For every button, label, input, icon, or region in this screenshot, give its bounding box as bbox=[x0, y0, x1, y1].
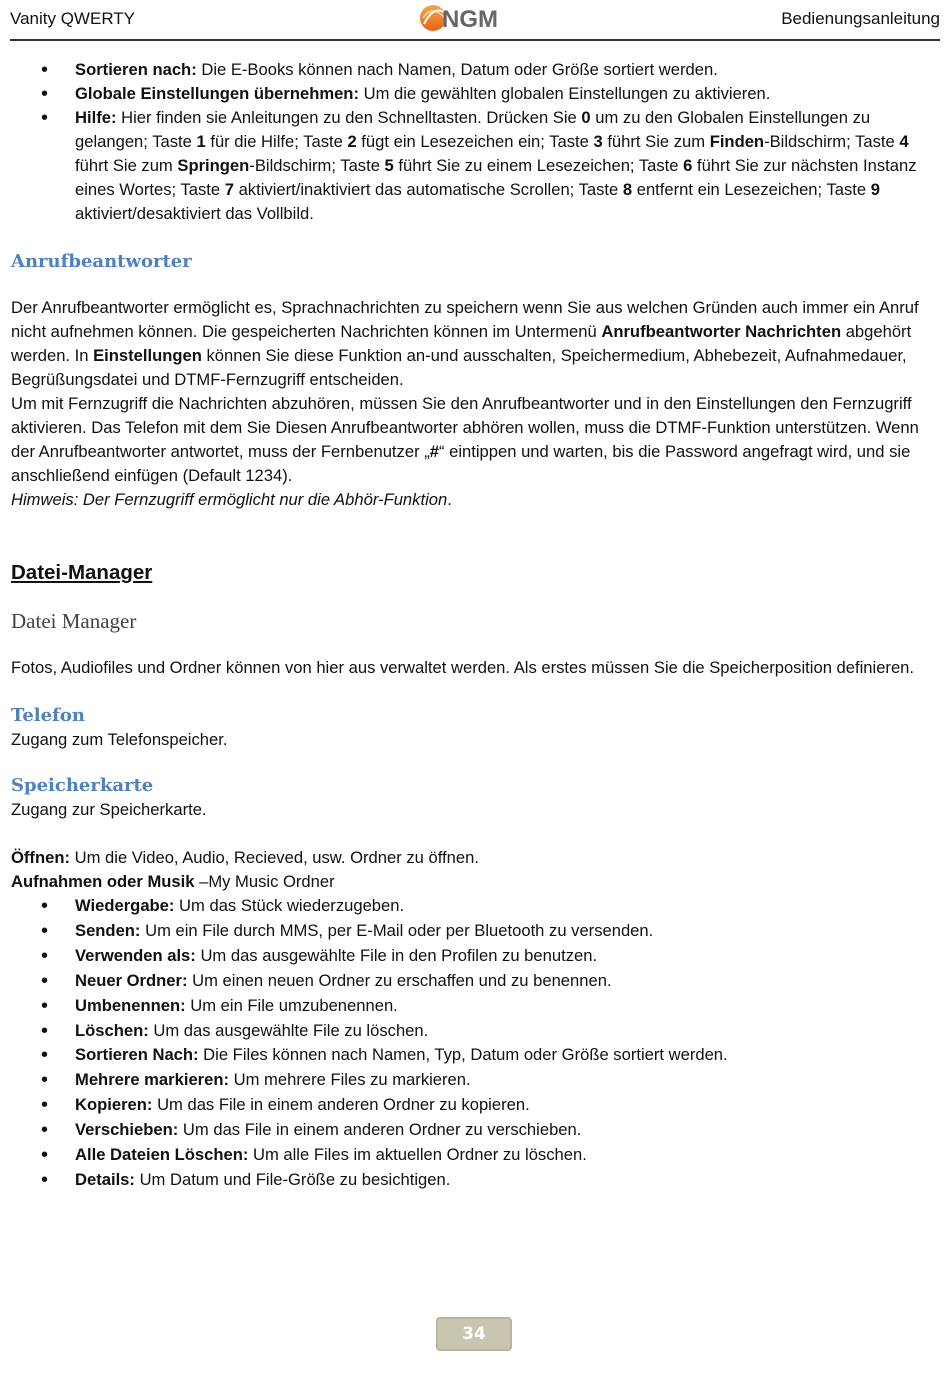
list-item: • Verschieben: Um das File in einem anderen Ordner zu verschieben. bbox=[11, 1118, 931, 1143]
header-doc-type: Bedienungsanleitung bbox=[781, 9, 940, 28]
speicherkarte-text: Zugang zur Speicherkarte. bbox=[11, 800, 207, 819]
svg-text:NGM: NGM bbox=[442, 6, 498, 33]
telefon-text: Zugang zum Telefonspeicher. bbox=[11, 730, 228, 749]
file-options-list bbox=[11, 894, 931, 1193]
heading-speicherkarte: Speicherkarte bbox=[11, 775, 154, 796]
header-product-name: Vanity QWERTY bbox=[10, 9, 136, 28]
page-number: 34 bbox=[462, 1324, 486, 1344]
section-heading-datei-manager: Datei-Manager bbox=[11, 561, 153, 584]
anruf-paragraph-1: Der Anrufbeantworter ermöglicht es, Sprachnachrichten zu speichern wenn Sie aus welchen Gründen auch immer ein Anruf nicht aufnehmen können. Die gespeicherten Nachrichten können im Untermenü Anrufbeantworter Nachrichten abgehört werden. In Einstellungen können Sie diese Funktion an-und ausschalten, Speichermedium, Abhebezeit, Aufnahmedauer, Begrüßungsdatei und DTMF-Fernzugriff entscheiden. bbox=[11, 298, 919, 389]
heading-telefon: Telefon bbox=[11, 705, 85, 726]
subheading-datei-manager: Datei Manager bbox=[11, 609, 137, 633]
page-content bbox=[11, 58, 931, 1193]
list-item: • Sortieren nach: Die E-Books können nach Namen, Datum oder Größe sortiert werden. bbox=[11, 58, 931, 82]
list-item: • Wiedergabe: Um das Stück wiederzugeben. bbox=[11, 894, 931, 919]
page-header bbox=[10, 0, 940, 41]
list-item: • Hilfe: Hier finden sie Anleitungen zu den Schnelltasten. Drücken Sie 0 um zu den Globalen Einstellungen zu gelangen; Taste 1 für die Hilfe; Taste 2 fügt ein Lesezeichen ein; Taste 3 führt Sie zum Finden-Bildschirm; Taste 4 führt Sie zum Springen-Bildschirm; Taste 5 führt Sie zu einem Lesezeichen; Taste 6 führt Sie zur nächsten Instanz eines Wortes; Taste 7 aktiviert/inaktiviert das automatische Scrollen; Taste 8 entfernt ein Lesezeichen; Taste 9 aktiviert/desaktiviert das Vollbild. bbox=[11, 106, 931, 226]
list-item: • Mehrere markieren: Um mehrere Files zu markieren. bbox=[11, 1068, 931, 1093]
ngm-logo bbox=[418, 2, 530, 34]
list-item: • Neuer Ordner: Um einen neuen Ordner zu erschaffen und zu benennen. bbox=[11, 969, 931, 994]
ebook-options-list bbox=[11, 58, 931, 226]
hilfe-text: Hier finden sie Anleitungen zu den Schnelltasten. Drücken Sie 0 um zu den Globalen Einstellungen zu gelangen; Taste 1 für die Hilfe; Taste 2 fügt ein Lesezeichen ein; Taste 3 führt Sie zum Finden-Bildschirm; Taste 4 führt Sie zum Springen-Bildschirm; Taste 5 führt Sie zu einem Lesezeichen; Taste 6 führt Sie zur nächsten Instanz eines Wortes; Taste 7 aktiviert/inaktiviert das automatische Scrollen; Taste 8 entfernt ein Lesezeichen; Taste 9 aktiviert/desaktiviert das Vollbild. bbox=[75, 108, 917, 223]
list-item: • Umbenennen: Um ein File umzubenennen. bbox=[11, 994, 931, 1019]
list-item: • Globale Einstellungen übernehmen: Um die gewählten globalen Einstellungen zu aktivieren. bbox=[11, 82, 931, 106]
list-item: • Sortieren Nach: Die Files können nach Namen, Typ, Datum oder Größe sortiert werden. bbox=[11, 1043, 931, 1068]
page-number-badge bbox=[436, 1317, 512, 1351]
list-item: • Alle Dateien Löschen: Um alle Files im aktuellen Ordner zu löschen. bbox=[11, 1143, 931, 1168]
section-heading-anrufbeantworter: Anrufbeantworter bbox=[11, 251, 192, 272]
datei-intro: Fotos, Audiofiles und Ordner können von hier aus verwaltet werden. Als erstes müssen Sie die Speicherposition definieren. bbox=[11, 658, 915, 677]
list-item: • Löschen: Um das ausgewählte File zu löschen. bbox=[11, 1019, 931, 1044]
list-item: • Details: Um Datum und File-Größe zu besichtigen. bbox=[11, 1168, 931, 1193]
list-item: • Verwenden als: Um das ausgewählte File in den Profilen zu benutzen. bbox=[11, 944, 931, 969]
aufnahmen-line: Aufnahmen oder Musik –My Music Ordner bbox=[11, 872, 335, 891]
oeffnen-line: Öffnen: Um die Video, Audio, Recieved, usw. Ordner zu öffnen. bbox=[11, 848, 479, 867]
anruf-note: Himweis: Der Fernzugriff ermöglicht nur die Abhör-Funktion. bbox=[11, 490, 452, 509]
list-item: • Senden: Um ein File durch MMS, per E-Mail oder per Bluetooth zu versenden. bbox=[11, 919, 931, 944]
anruf-paragraph-2: Um mit Fernzugriff die Nachrichten abzuhören, müssen Sie den Anrufbeantworter und in den Einstellungen den Fernzugriff aktivieren. Das Telefon mit dem Sie Diesen Anrufbeantworter abhören wollen, muss die DTMF-Funktion unterstützen. Wenn der Anrufbeantworter antwortet, muss der Fernbenutzer „#“ eintippen und warten, bis die Password angefragt wird, und sie anschließend einfügen (Default 1234). bbox=[11, 394, 919, 485]
list-item: • Kopieren: Um das File in einem anderen Ordner zu kopieren. bbox=[11, 1093, 931, 1118]
